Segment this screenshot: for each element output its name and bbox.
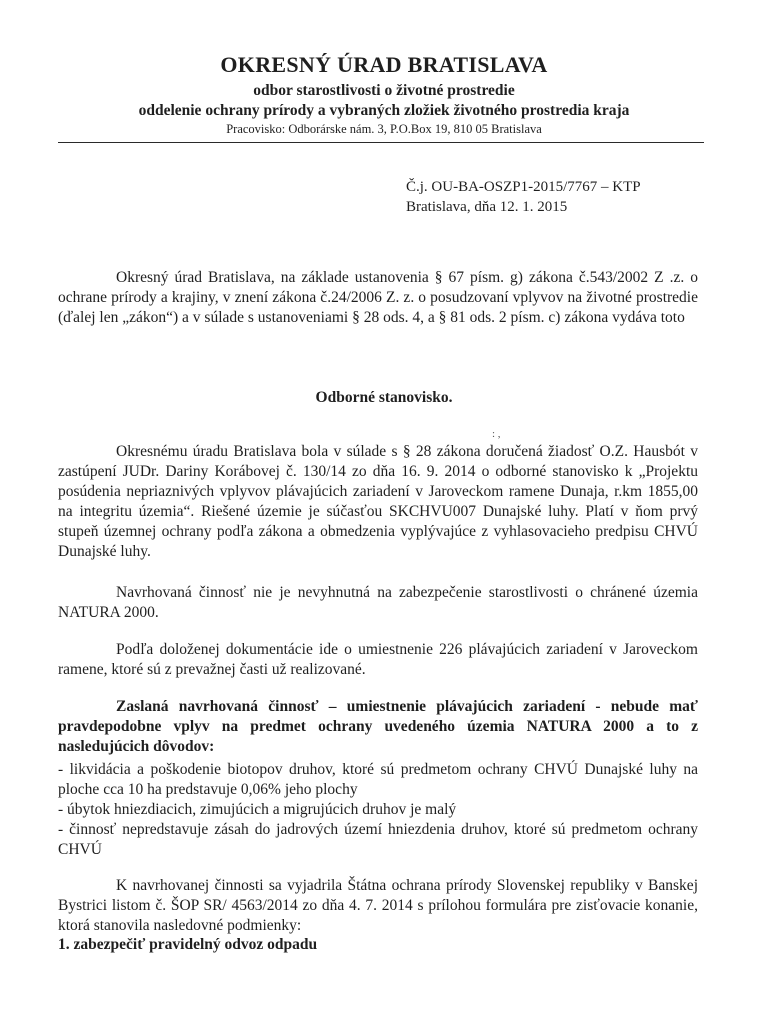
list-item: - činnosť nepredstavuje zásah do jadrových území hniezdenia druhov, ktoré sú predmetom ochrany CHVÚ — [58, 821, 698, 858]
header-divider — [58, 142, 704, 143]
section-name: oddelenie ochrany prírody a vybraných zložiek životného prostredia kraja — [138, 102, 630, 119]
reference-number: Č.j. OU-BA-OSZP1-2015/7767 – KTP — [406, 179, 641, 195]
place-date: Bratislava, dňa 12. 1. 2015 — [406, 199, 568, 215]
sop-paragraph: K navrhovanej činnosti sa vyjadrila Štátna ochrana prírody Slovenskej republiky v Banskej Bystrici listom č. ŠOP SR/ 4563/2014 zo dňa 4. 7. 2014 s prílohou formulára pre zisťovacie konanie, ktorá stanovila nasledovné podmienky: — [58, 877, 698, 934]
request-paragraph: Okresnému úradu Bratislava bola v súlade s § 28 zákona doručená žiadosť O.Z. Hausbót v zastúpení JUDr. Dariny Korábovej č. 130/14 zo dňa 16. 9. 2014 o odborné stanovisko k „Projektu posúdenia nepriaznivých vplyvov plávajúcich zariadení v Jaroveckom ramene Dunaja, r.km 1855,00 na integritu územia“. Riešené územie je súčasťou SKCHVU007 Dunajské luhy. Platí v ňom prvý stupeň územnej ochrany podľa zákona a obmedzenia vyplývajúce z vyhlasovacieho predpisu CHVÚ Dunajské luhy. — [58, 443, 698, 560]
list-item: - likvidácia a poškodenie biotopov druhov, ktoré sú predmetom ochrany CHVÚ Dunajské luhy na ploche cca 10 ha predstavuje 0,06% jeho plochy — [58, 761, 698, 798]
reasons-list — [58, 760, 698, 860]
list-item: - úbytok hniezdiacich, zimujúcich a migrujúcich druhov je malý — [58, 801, 457, 818]
document-heading: Odborné stanovisko. — [315, 389, 453, 406]
conclusion-paragraph: Zaslaná navrhovaná činnosť – umiestnenie plávajúcich zariadení - nebude mať pravdepodobne vplyv na predmet ochrany uvedeného územia NATURA 2000 a to z nasledujúcich dôvodov: — [58, 698, 698, 755]
department-name: odbor starostlivosti o životné prostredie — [253, 82, 515, 99]
not-necessary-paragraph: Navrhovaná činnosť nie je nevyhnutná na zabezpečenie starostlivosti o chránené územia NATURA 2000. — [58, 584, 698, 621]
office-title: OKRESNÝ ÚRAD BRATISLAVA — [220, 52, 548, 77]
intro-paragraph: Okresný úrad Bratislava, na základe ustanovenia § 67 písm. g) zákona č.543/2002 Z .z. o ochrane prírody a krajiny, v znení zákona č.24/2006 Z. z. o posudzovaní vplyvov na životné prostredie (ďalej len „zákon“) a v súlade s ustanoveniami § 28 ods. 4, a § 81 ods. 2 písm. c) zákona vydáva toto — [58, 269, 698, 326]
documentation-paragraph: Podľa doloženej dokumentácie ide o umiestnenie 226 plávajúcich zariadení v Jaroveckom ramene, ktoré sú z prevažnej časti už realizované. — [58, 641, 698, 678]
condition-item: 1. zabezpečiť pravidelný odvoz odpadu — [58, 936, 318, 953]
office-address: Pracovisko: Odborárske nám. 3, P.O.Box 19, 810 05 Bratislava — [226, 122, 542, 136]
scan-mark: : , — [492, 428, 501, 440]
